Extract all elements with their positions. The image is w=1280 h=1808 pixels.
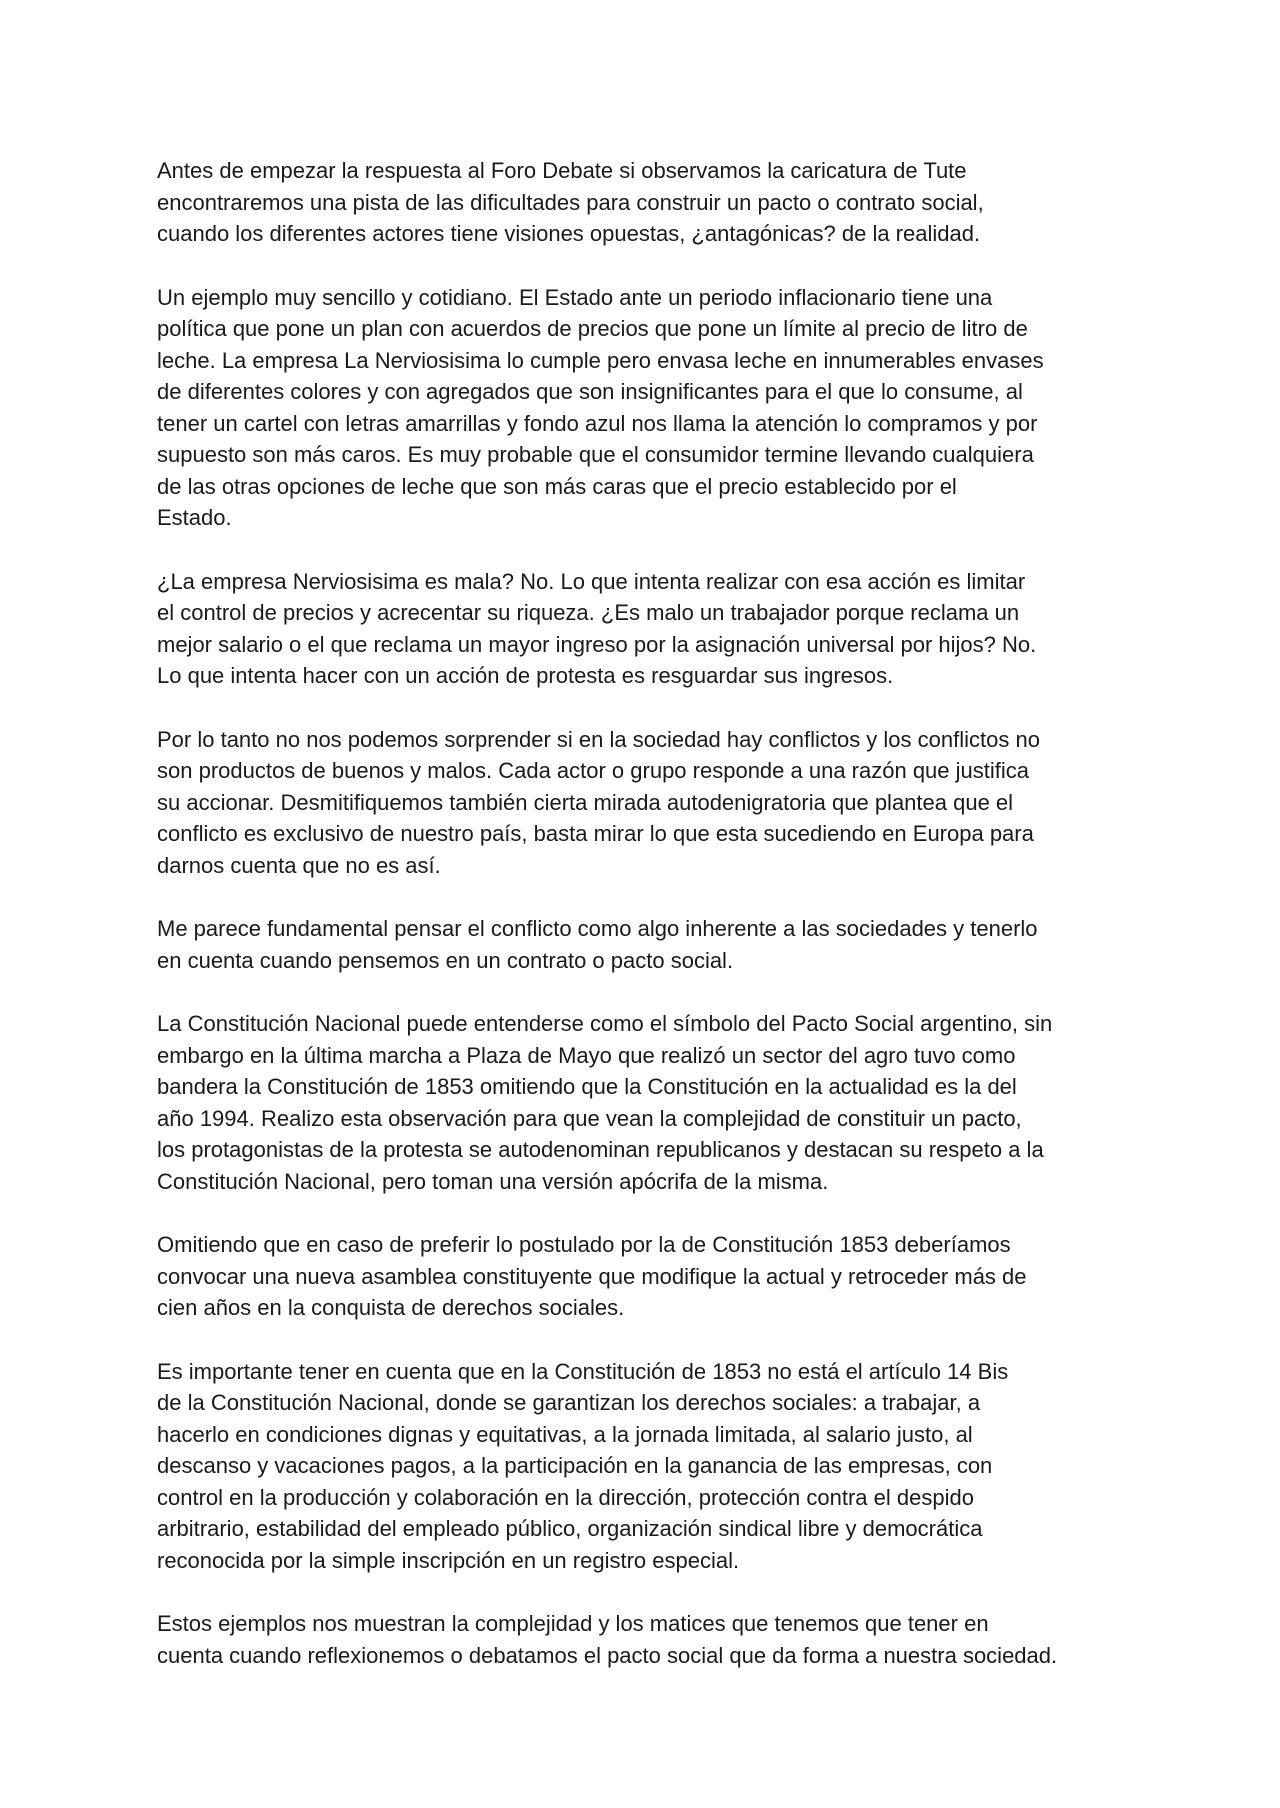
paragraph-ejemplo-leche: Un ejemplo muy sencillo y cotidiano. El Estado ante un periodo inflacionario tiene una política que pone un plan con acuerdos de precios que pone un límite al precio de litro de leche. La empresa La Nerviosisima lo cumple pero envasa leche en innumerables envases de diferentes colores y con agregados que son insignificantes para el que lo consume, al tener un cartel con letras amarrillas y fondo azul nos llama la atención lo compramos y por supuesto son más caros. Es muy probable que el consumidor termine llevando cualquiera de las otras opciones de leche que son más caras que el precio establecido por el Estado. <box>157 284 1044 530</box>
paragraph-asamblea-constituyente: Omitiendo que en caso de preferir lo postulado por la de Constitución 1853 deberíamos convocar una nueva asamblea constituyente que modifique la actual y retroceder más de cien años en la conquista de derechos sociales. <box>157 1232 1027 1320</box>
paragraph-intro-foro-debate: Antes de empezar la respuesta al Foro Debate si observamos la caricatura de Tute encontraremos una pista de las dificultades para construir un pacto o contrato social, cuando los diferentes actores tiene visiones opuestas, ¿antagónicas? de la realidad. <box>157 158 984 246</box>
paragraph-conflictos: Por lo tanto no nos podemos sorprender si en la sociedad hay conflictos y los conflictos no son productos de buenos y malos. Cada actor o grupo responde a una razón que justifica su accionar. Desmitifiquemos también cierta mirada autodenigratoria que plantea que el conflicto es exclusivo de nuestro país, basta mirar lo que esta sucediendo en Europa para darnos cuenta que no es así. <box>157 726 1040 878</box>
paragraph-articulo-14-bis: Es importante tener en cuenta que en la Constitución de 1853 no está el artículo 14 Bis de la Constitución Nacional, donde se garantizan los derechos sociales: a trabajar, a hacerlo en condiciones dignas y equitativas, a la jornada limitada, al salario justo, al descanso y vacaciones pagos, a la participación en la ganancia de las empresas, con control en la producción y colaboración en la dirección, protección contra el despido arbitrario, estabilidad del empleado público, organización sindical libre y democrática reconocida por la simple inscripción en un registro especial. <box>157 1358 1009 1573</box>
paragraph-conflicto-inherente: Me parece fundamental pensar el conflicto como algo inherente a las sociedades y tenerlo en cuenta cuando pensemos en un contrato o pacto social. <box>157 916 1038 973</box>
paragraph-empresa-nerviosisima: ¿La empresa Nerviosisima es mala? No. Lo que intenta realizar con esa acción es limitar el control de precios y acrecentar su riqueza. ¿Es malo un trabajador porque reclama un mejor salario o el que reclama un mayor ingreso por la asignación universal por hijos? No. Lo que intenta hacer con un acción de protesta es resguardar sus ingresos. <box>157 568 1037 688</box>
paragraph-conclusion: Estos ejemplos nos muestran la complejidad y los matices que tenemos que tener en cuenta cuando reflexionemos o debatamos el pacto social que da forma a nuestra sociedad. <box>157 1611 1058 1668</box>
paragraph-constitucion-nacional: La Constitución Nacional puede entenderse como el símbolo del Pacto Social argentino, sin embargo en la última marcha a Plaza de Mayo que realizó un sector del agro tuvo como bandera la Constitución de 1853 omitiendo que la Constitución en la actualidad es la del año 1994. Realizo esta observación para que vean la complejidad de constituir un pacto, los protagonistas de la protesta se autodenominan republicanos y destacan su respeto a la Constitución Nacional, pero toman una versión apócrifa de la misma. <box>157 1011 1053 1194</box>
